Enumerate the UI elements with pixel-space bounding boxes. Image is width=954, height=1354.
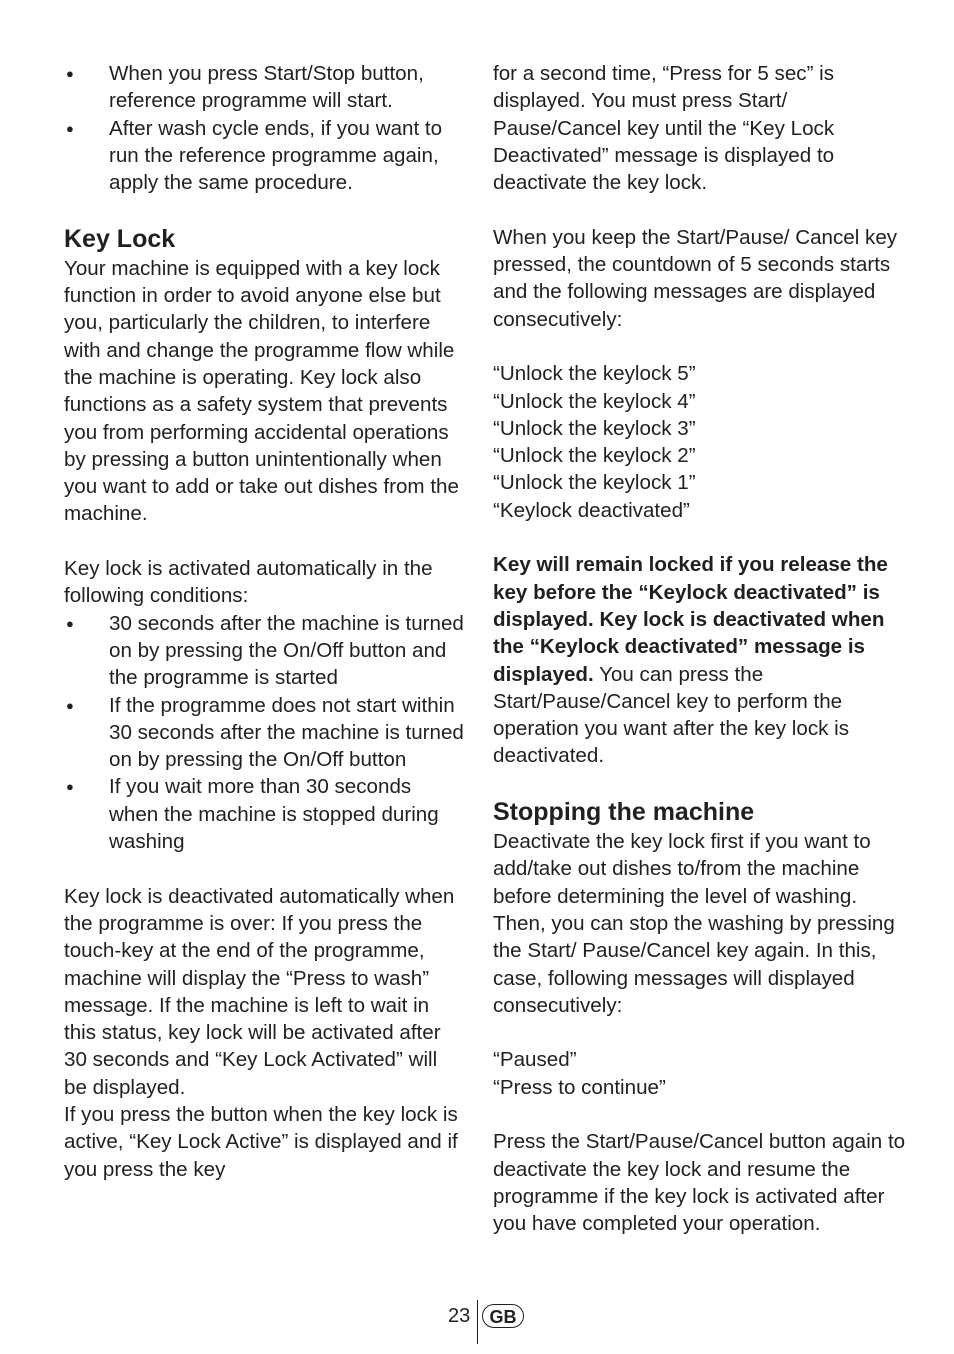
message-line: “Paused” — [493, 1048, 577, 1072]
countdown-intro: When you keep the Start/Pause/ Cancel key pressed, the countdown of 5 seconds starts and the following messages are displayed consecutively: — [493, 225, 898, 331]
stopping-heading: Stopping the machine — [493, 798, 755, 827]
message-line: “Keylock deactivated” — [493, 498, 690, 522]
reference-programme-list — [64, 60, 464, 196]
message-line: “Unlock the keylock 3” — [493, 416, 696, 440]
stopping-paragraph: Deactivate the key lock first if you want to add/take out dishes to/from the machine before determining the level of washing. Then, you can stop the washing by pressing the Start/ Pause/Cancel key again. In this, case, following messages will displayed consecutively: — [493, 830, 895, 1017]
warning-normal-text: You can press the Start/Pause/Cancel key to perform the operation you want after the key lock is deactivated. — [493, 662, 850, 768]
list-item: ● If the programme does not start within 30 seconds after the machine is turned on by pressing the On/Off button — [64, 692, 464, 774]
deactivation-paragraph: Key lock is deactivated automatically when the programme is over: If you press the touch-key at the end of the programme, machine will display the “Press to wash” message. If the machine is left to wait in this status, key lock will be activated after 30 seconds and “Key Lock Activated” will be displayed. — [64, 884, 455, 1099]
activation-conditions-list — [64, 610, 464, 856]
page-number: 23 — [448, 1305, 471, 1327]
list-item: ● When you press Start/Stop button, reference programme will start. — [64, 60, 464, 115]
message-line: “Press to continue” — [493, 1075, 666, 1099]
activation-intro: Key lock is activated automatically in the following conditions: — [64, 557, 433, 608]
countdown-messages — [493, 360, 913, 524]
key-lock-active-paragraph: If you press the button when the key lock is active, “Key Lock Active” is displayed and if you press the key — [64, 1102, 458, 1181]
message-line: “Unlock the keylock 4” — [493, 389, 696, 413]
continuation-paragraph: for a second time, “Press for 5 sec” is displayed. You must press Start/ Pause/Cancel key until the “Key Lock Deactivated” message is displayed to deactivate the key lock. — [493, 62, 835, 195]
list-item: ● 30 seconds after the machine is turned on by pressing the On/Off button and the programme is started — [64, 610, 464, 692]
left-column — [64, 60, 464, 1183]
list-item: ● After wash cycle ends, if you want to run the reference programme again, apply the same procedure. — [64, 115, 464, 197]
footer-divider — [477, 1300, 478, 1344]
warning-paragraph — [493, 551, 913, 769]
stop-messages — [493, 1046, 913, 1101]
key-lock-heading: Key Lock — [64, 224, 176, 253]
message-line: “Unlock the keylock 5” — [493, 362, 696, 386]
message-line: “Unlock the keylock 2” — [493, 444, 696, 468]
language-badge: GB — [482, 1304, 524, 1328]
warning-bold-text: Key will remain locked if you release the key before the “Keylock deactivated” is displayed. Key lock is deactivated when the “Keylock deactivated” message is displayed. — [493, 553, 888, 686]
resume-paragraph: Press the Start/Pause/Cancel button again to deactivate the key lock and resume the programme if the key lock is activated after you have completed your operation. — [493, 1130, 906, 1236]
list-item: ● If you wait more than 30 seconds when the machine is stopped during washing — [64, 773, 464, 855]
message-line: “Unlock the keylock 1” — [493, 471, 696, 495]
key-lock-intro: Your machine is equipped with a key lock function in order to avoid anyone else but you, particularly the children, to interfere with and change the programme flow while the machine is operating. Key lock also functions as a safety system that prevents you from performing accidental operations by pressing a button unintentionally when you want to add or take out dishes from the machine. — [64, 256, 459, 526]
right-column — [493, 60, 913, 1237]
